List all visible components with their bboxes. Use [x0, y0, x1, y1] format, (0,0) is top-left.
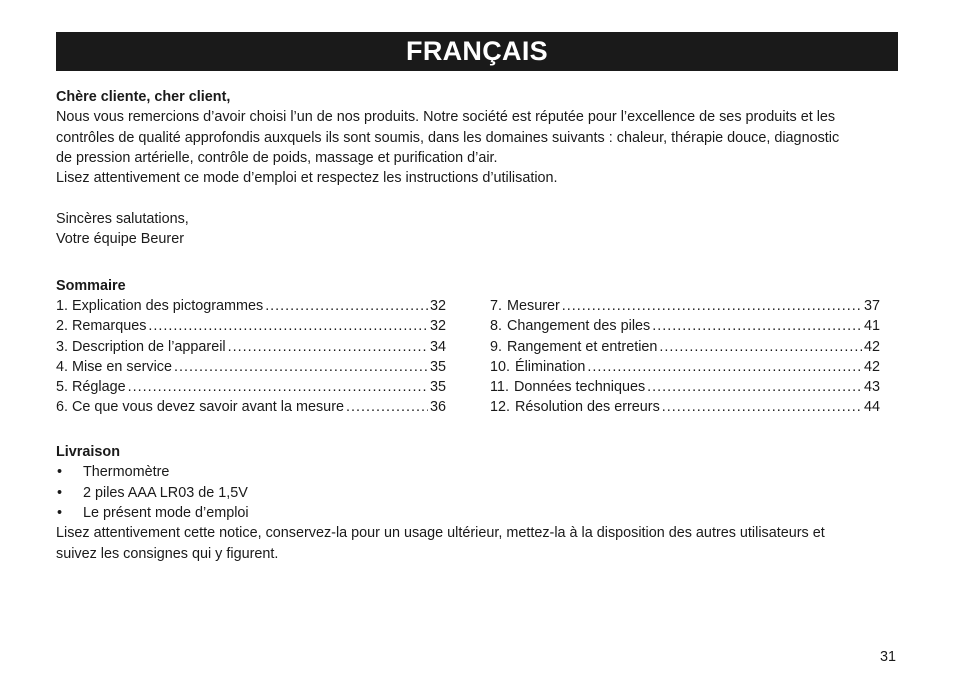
toc-entry-number: 6.: [56, 399, 69, 416]
list-item: [56, 503, 902, 523]
toc-entry-number: 3.: [56, 338, 69, 355]
toc-entry-number: 9.: [490, 338, 503, 355]
toc-entry: [56, 316, 446, 336]
toc-entry-number: 5.: [56, 379, 69, 396]
toc-column-left: [56, 296, 446, 418]
toc-entry-number: 2.: [56, 318, 69, 335]
intro-line-4: Lisez attentivement ce mode d’emploi et respectez les instructions d’utilisation.: [56, 170, 558, 187]
toc-leader-dots: [647, 377, 862, 397]
toc-entry-number: 4.: [56, 358, 69, 375]
toc-leader-dots: [662, 397, 862, 417]
toc-entry-label: Mise en service: [72, 358, 172, 375]
toc-entry: [490, 397, 880, 417]
toc-entry-number: 12.: [490, 399, 511, 416]
list-item-text: Le présent mode d’emploi: [83, 504, 249, 521]
toc-entry: [56, 357, 446, 377]
toc-entry-label: Rangement et entretien: [507, 338, 658, 355]
list-item-text: Thermomètre: [83, 464, 170, 481]
bullet-icon: •: [57, 464, 63, 481]
toc-entry-label: Mesurer: [507, 297, 560, 314]
toc-entry-label: Résolution des erreurs: [515, 399, 660, 416]
toc-entry-page: 36: [429, 399, 446, 416]
delivery-note-line-2: suivez les consignes qui y figurent.: [56, 545, 279, 562]
list-item-text: 2 piles AAA LR03 de 1,5V: [83, 484, 248, 501]
page-number: 31: [879, 649, 896, 665]
toc-entry: [490, 357, 880, 377]
toc-entry-number: 11.: [490, 379, 509, 396]
toc-leader-dots: [228, 337, 428, 357]
delivery-list: [56, 462, 902, 523]
toc-entry-label: Remarques: [72, 318, 147, 335]
bullet-icon: •: [57, 504, 63, 521]
bullet-icon: •: [57, 484, 63, 501]
toc-entry-page: 34: [429, 338, 446, 355]
toc-entry-page: 32: [429, 297, 446, 314]
toc-leader-dots: [562, 296, 862, 316]
toc-entry-page: 42: [863, 358, 880, 375]
toc-column-right: [490, 296, 880, 418]
toc-entry-number: 1.: [56, 297, 69, 314]
section-header-bar: [56, 32, 898, 71]
toc-entry: [56, 397, 446, 417]
list-item: [56, 462, 902, 482]
toc-entry-page: 35: [429, 358, 446, 375]
toc-entry-page: 32: [429, 318, 446, 335]
delivery-note-line-1: Lisez attentivement cette notice, conservez-la pour un usage ultérieur, mettez-la à la disposition des autres utilisateurs et: [56, 525, 825, 542]
toc-entry-number: 10.: [490, 358, 511, 375]
toc-leader-dots: [174, 357, 428, 377]
closing-greeting: Sincères salutations,: [56, 210, 189, 227]
toc-entry: [490, 296, 880, 316]
toc-entry-label: Description de l’appareil: [72, 338, 226, 355]
toc-entry-label: Élimination: [515, 358, 586, 375]
closing-signature: Votre équipe Beurer: [56, 231, 185, 248]
toc-entry: [56, 337, 446, 357]
toc-entry-page: 41: [863, 318, 880, 335]
toc-leader-dots: [659, 337, 862, 357]
toc-entry: [490, 316, 880, 336]
toc-leader-dots: [587, 357, 862, 377]
table-of-contents: [56, 296, 902, 418]
toc-entry-page: 44: [863, 399, 880, 416]
toc-leader-dots: [346, 397, 428, 417]
toc-entry-number: 7.: [490, 297, 503, 314]
toc-entry-page: 35: [429, 379, 446, 396]
toc-leader-dots: [652, 316, 862, 336]
toc-entry-page: 42: [863, 338, 880, 355]
intro-line-1: Nous vous remercions d’avoir choisi l’un de nos produits. Notre société est réputée pour l’excellence de ses produits et les: [56, 109, 836, 126]
toc-leader-dots: [148, 316, 428, 336]
page-title: FRANÇAIS: [406, 36, 548, 67]
toc-entry: [490, 377, 880, 397]
toc-entry: [490, 337, 880, 357]
toc-entry-label: Changement des piles: [507, 318, 651, 335]
toc-entry: [56, 296, 446, 316]
toc-entry-label: Ce que vous devez savoir avant la mesure: [72, 399, 344, 416]
toc-entry-label: Réglage: [72, 379, 126, 396]
toc-entry-label: Explication des pictogrammes: [72, 297, 264, 314]
toc-leader-dots: [265, 296, 428, 316]
salutation: Chère cliente, cher client,: [56, 89, 231, 105]
intro-line-2: contrôles de qualité approfondis auxquels ils sont soumis, dans les domaines suivants : chaleur, thérapie douce, diagnostic: [56, 129, 840, 146]
delivery-heading: Livraison: [56, 444, 120, 461]
toc-entry-page: 37: [863, 297, 880, 314]
toc-entry-number: 8.: [490, 318, 503, 335]
summary-heading: Sommaire: [56, 277, 126, 294]
document-body: [56, 87, 902, 564]
toc-entry-page: 43: [863, 379, 880, 396]
toc-entry: [56, 377, 446, 397]
list-item: [56, 483, 902, 503]
toc-entry-label: Données techniques: [513, 379, 646, 396]
intro-line-3: de pression artérielle, contrôle de poids, massage et purification d’air.: [56, 149, 498, 166]
toc-leader-dots: [128, 377, 428, 397]
